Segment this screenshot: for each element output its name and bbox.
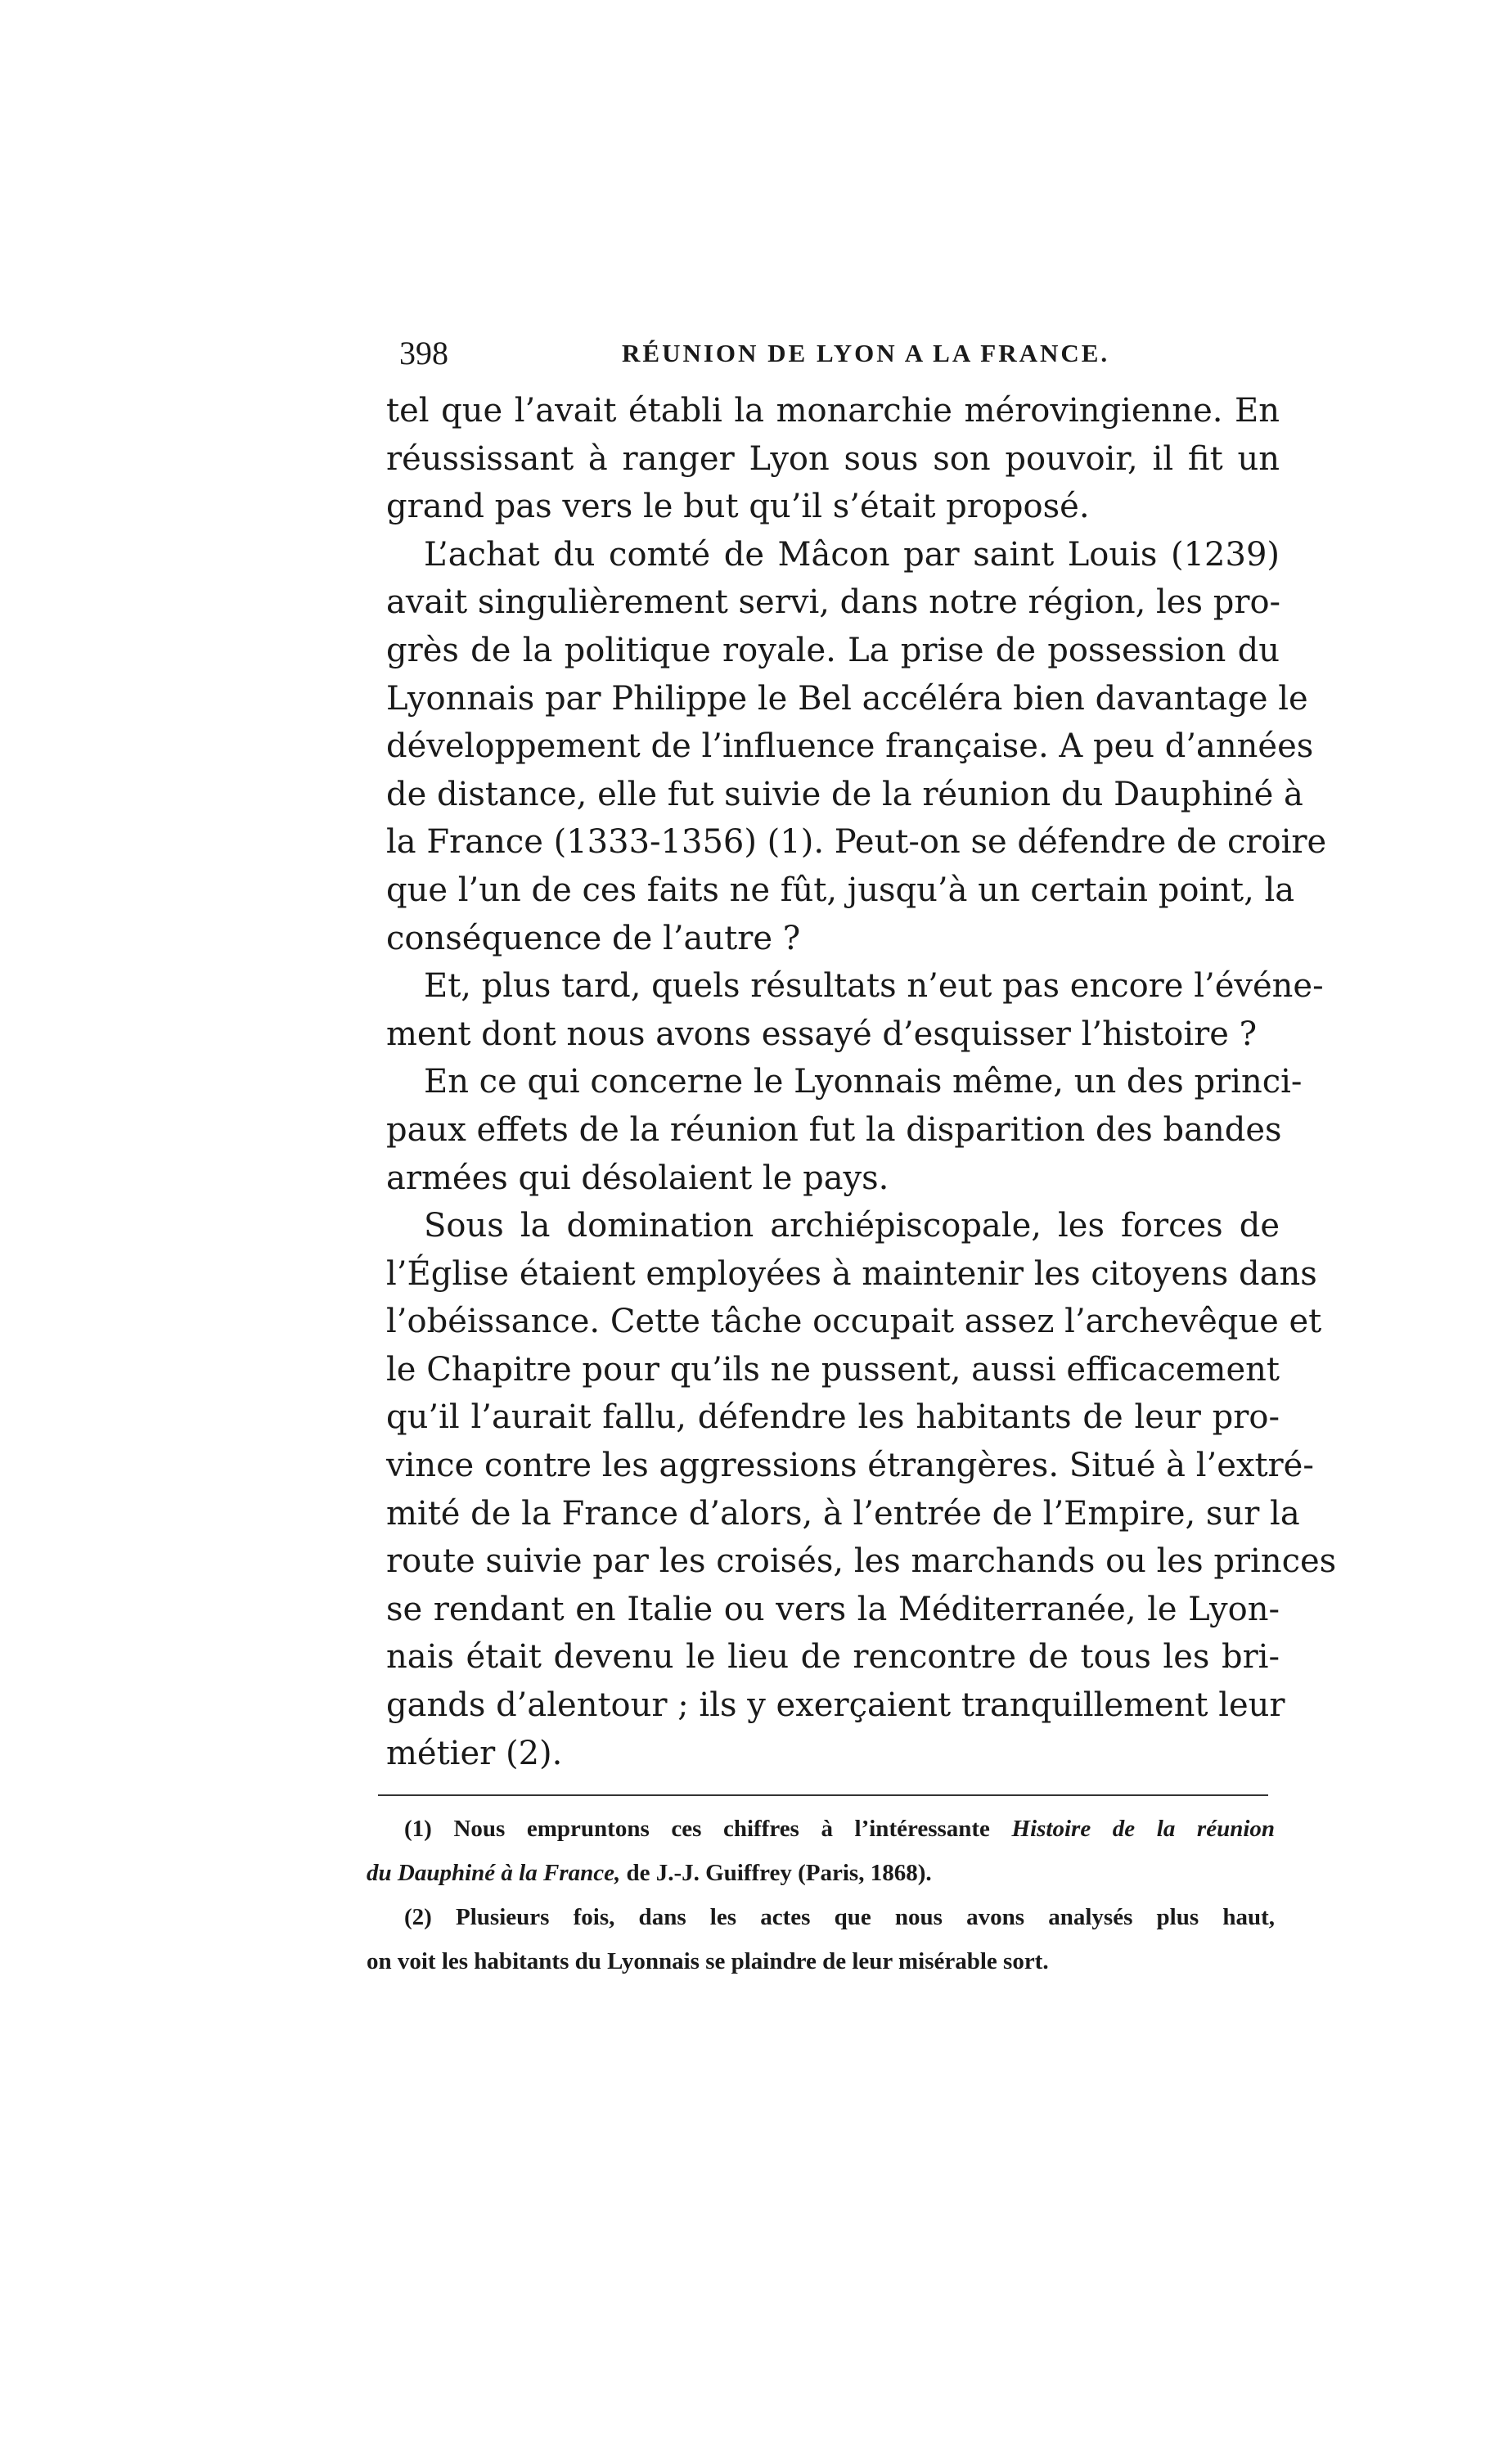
text-line: Lyonnais par Philippe le Bel accéléra bien davantage le [386,679,1308,718]
footnote-1-marker: (1) [404,1816,432,1842]
footnote-1-citation: de J.-J. Guiffrey (Paris, 1868). [626,1860,932,1886]
footnote-1-book-title-cont: du Dauphiné à la France, [367,1860,621,1886]
text-line: tel que l’avait établi la monarchie mérovingienne. En [386,392,1280,430]
running-title: RÉUNION DE LYON A LA FRANCE. [622,339,1110,367]
footnote-1-text: Nous empruntons ces chiffres à l’intéressante [453,1816,990,1842]
page-number: 398 [399,335,448,371]
footnote-1-line-2 [367,1851,1275,1895]
running-head [399,331,1291,376]
text-line: En ce qui concerne le Lyonnais même, un des princi- [424,1063,1303,1101]
text-line: la France (1333-1356) (1). Peut-on se défendre de croire [386,823,1327,862]
text-line: métier (2). [386,1734,563,1772]
text-line: ment dont nous avons essayé d’esquisser l’histoire ? [386,1015,1258,1053]
text-line: qu’il l’aurait fallu, défendre les habitants de leur pro- [386,1398,1280,1437]
text-line: l’obéissance. Cette tâche occupait assez l’archevêque et [386,1303,1322,1341]
footnote-2-line-1 [367,1895,1275,1939]
text-line: se rendant en Italie ou vers la Méditerranée, le Lyon- [386,1590,1280,1628]
footnote-1-line-1 [367,1807,1275,1851]
text-line: gands d’alentour ; ils y exerçaient tranquillement leur [386,1686,1285,1725]
text-line: que l’un de ces faits ne fût, jusqu’à un certain point, la [386,871,1295,909]
text-line: de distance, elle fut suivie de la réunion du Dauphiné à [386,775,1303,813]
text-line: le Chapitre pour qu’ils ne pussent, aussi efficacement [386,1350,1280,1389]
text-line: nais était devenu le lieu de rencontre de tous les bri- [386,1638,1280,1677]
footnote-separator [378,1794,1268,1796]
footnote-2-text: Plusieurs fois, dans les actes que nous avons analysés plus haut, [456,1904,1276,1930]
text-line: Sous la domination archiépiscopale, les forces de [424,1207,1280,1245]
text-line: armées qui désolaient le pays. [386,1159,889,1197]
text-line: mité de la France d’alors, à l’entrée de l’Empire, sur la [386,1494,1300,1533]
text-line: L’achat du comté de Mâcon par saint Louis (1239) [424,535,1280,574]
body-text [386,387,1337,1777]
text-line: avait singulièrement servi, dans notre région, les pro- [386,583,1281,622]
text-line: conséquence de l’autre ? [386,919,801,957]
text-line: Et, plus tard, quels résultats n’eut pas encore l’événe- [424,967,1324,1006]
footnote-2-marker: (2) [404,1904,432,1930]
footnotes [367,1807,1275,1983]
footnote-2-line-2: on voit les habitants du Lyonnais se plaindre de leur misérable sort. [367,1948,1049,1974]
text-line: grand pas vers le but qu’il s’était proposé. [386,488,1090,526]
footnote-1-book-title: Histoire de la réunion [1011,1816,1276,1842]
text-line: grès de la politique royale. La prise de possession du [386,631,1280,669]
text-line: l’Église étaient employées à maintenir les citoyens dans [386,1254,1317,1293]
text-line: route suivie par les croisés, les marchands ou les princes [386,1542,1337,1581]
text-line: développement de l’influence française. A peu d’années [386,727,1314,766]
text-line: réussissant à ranger Lyon sous son pouvoir, il fit un [386,439,1280,478]
text-line: vince contre les aggressions étrangères. Situé à l’extré- [386,1447,1314,1485]
text-line: paux effets de la réunion fut la disparition des bandes [386,1110,1282,1149]
